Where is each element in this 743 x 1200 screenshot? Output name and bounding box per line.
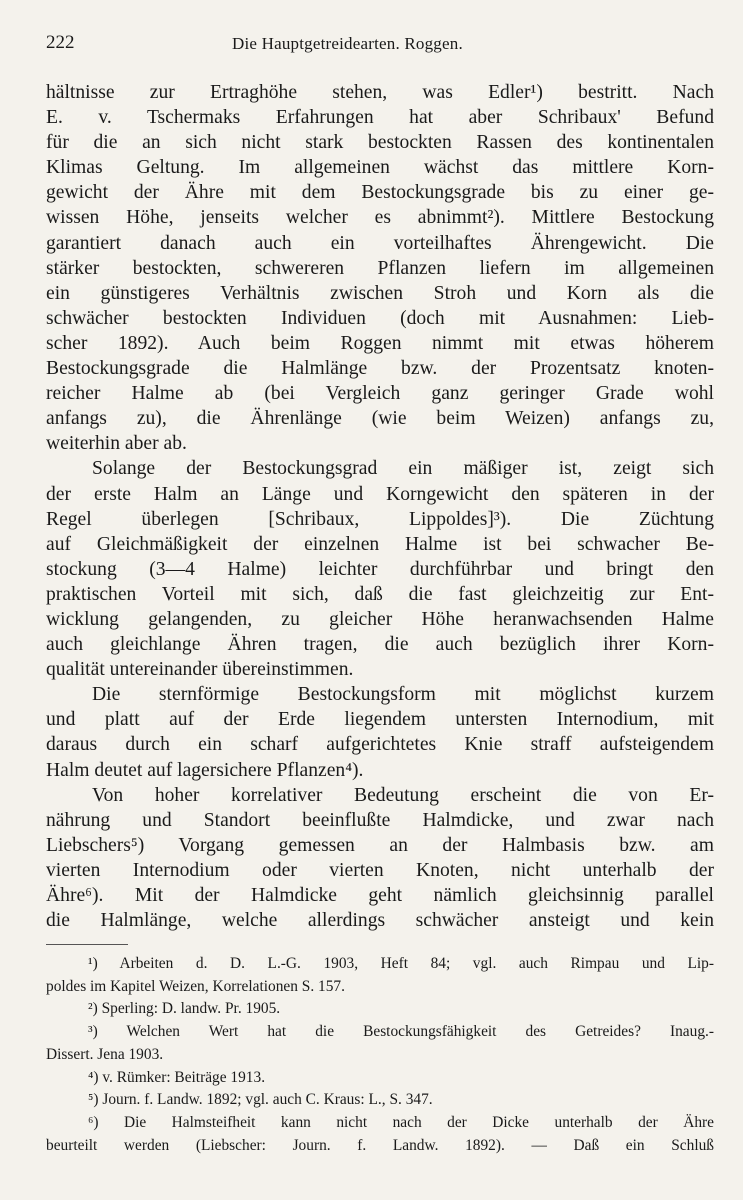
text-line: der erste Halm an Länge und Korngewicht den späteren in der xyxy=(46,483,714,505)
text-line: Ähre⁶). Mit der Halmdicke geht nämlich gleichsinnig parallel xyxy=(46,885,714,906)
text-line: qualität untereinander übereinstimmen. xyxy=(46,659,354,681)
text-line: scher 1892). Auch beim Roggen nimmt mit etwas höherem xyxy=(46,332,714,354)
text-line: schwächer bestockten Individuen (doch mit Ausnahmen: Lieb- xyxy=(46,307,714,329)
text-line: Die sternförmige Bestockungsform mit möglichst kurzem xyxy=(92,684,714,706)
text-line: praktischen Vorteil mit sich, daß die fast gleichzeitig zur Ent- xyxy=(46,583,714,605)
footnote-line: ⁴) v. Rümker: Beiträge 1913. xyxy=(88,1068,266,1086)
text-line: hältnisse zur Ertraghöhe stehen, was Edler¹) bestritt. Nach xyxy=(46,82,714,103)
text-line: Bestockungsgrade die Halmlänge bzw. der Prozentsatz knoten- xyxy=(46,358,714,380)
text-line: Von hoher korrelativer Bedeutung erscheint die von Er- xyxy=(92,784,714,806)
text-line: stärker bestockten, schwereren Pflanzen liefern im allgemeinen xyxy=(46,257,714,279)
text-line: die Halmlänge, welche allerdings schwächer ansteigt und kein xyxy=(46,910,714,932)
text-line: gewicht der Ähre mit dem Bestockungsgrade bis zu einer ge- xyxy=(46,182,714,204)
footnote-line: ¹) Arbeiten d. D. L.-G. 1903, Heft 84; vgl. auch Rimpau und Lip- xyxy=(88,955,714,972)
text-line: nährung und Standort beeinflußte Halmdicke, und zwar nach xyxy=(46,809,714,831)
text-line: auch gleichlange Ähren tragen, die auch bezüglich ihrer Korn- xyxy=(46,634,714,656)
text-line: daraus durch ein scharf aufgerichtetes Knie straff aufsteigendem xyxy=(46,734,714,756)
text-line: für die an sich nicht stark bestockten Rassen des kontinentalen xyxy=(46,132,714,154)
text-line: Solange der Bestockungsgrad ein mäßiger ist, zeigt sich xyxy=(92,458,714,480)
running-head: Die Hauptgetreidearten. Roggen. xyxy=(232,34,463,53)
text-line: Klimas Geltung. Im allgemeinen wächst das mittlere Korn- xyxy=(46,157,714,179)
text-line: garantiert danach auch ein vorteilhaftes Ährengewicht. Die xyxy=(46,232,714,254)
footnote-line: Dissert. Jena 1903. xyxy=(46,1045,164,1063)
footnote-line: ⁶) Die Halmsteifheit kann nicht nach der Dicke unterhalb der Ähre xyxy=(88,1113,714,1131)
text-line: Halm deutet auf lagersichere Pflanzen⁴). xyxy=(46,759,364,781)
footnote-line: ²) Sperling: D. landw. Pr. 1905. xyxy=(88,1000,281,1018)
text-line: stockung (3—4 Halme) leichter durchführbar und bringt den xyxy=(46,558,714,580)
text-line: E. v. Tschermaks Erfahrungen hat aber Schribaux' Befund xyxy=(46,107,714,129)
footnote-line: beurteilt werden (Liebscher: Journ. f. Landw. 1892). — Daß ein Schluß xyxy=(46,1136,714,1154)
page-number: 222 xyxy=(46,32,75,53)
text-line: reicher Halme ab (bei Vergleich ganz geringer Grade wohl xyxy=(46,383,714,405)
text-line: vierten Internodium oder vierten Knoten, nicht unterhalb der xyxy=(46,859,714,881)
footnote-line: poldes im Kapitel Weizen, Korrelationen S. 157. xyxy=(46,977,345,995)
text-line: weiterhin aber ab. xyxy=(46,433,187,455)
footnote-line: ⁵) Journ. f. Landw. 1892; vgl. auch C. Kraus: L., S. 347. xyxy=(88,1091,433,1109)
text-line: anfangs zu), die Ährenlänge (wie beim Weizen) anfangs zu, xyxy=(46,408,714,430)
footnotes xyxy=(46,953,714,1157)
text-line: wissen Höhe, jenseits welcher es abnimmt²). Mittlere Bestockung xyxy=(46,207,714,229)
text-line: ein günstigeres Verhältnis zwischen Stroh und Korn als die xyxy=(46,282,714,304)
text-line: Regel überlegen [Schribaux, Lippoldes]³). Die Züchtung xyxy=(46,508,714,530)
footnote-line: ³) Welchen Wert hat die Bestockungsfähigkeit des Getreides? Inaug.- xyxy=(88,1023,714,1041)
text-line: wicklung gelangenden, zu gleicher Höhe heranwachsenden Halme xyxy=(46,608,714,630)
footnote-separator xyxy=(46,944,128,945)
text-line: auf Gleichmäßigkeit der einzelnen Halme ist bei schwacher Be- xyxy=(46,533,714,555)
page-header xyxy=(46,32,703,60)
body-text xyxy=(46,80,714,933)
text-line: und platt auf der Erde liegendem untersten Internodium, mit xyxy=(46,709,714,731)
text-line: Liebschers⁵) Vorgang gemessen an der Halmbasis bzw. am xyxy=(46,834,714,856)
